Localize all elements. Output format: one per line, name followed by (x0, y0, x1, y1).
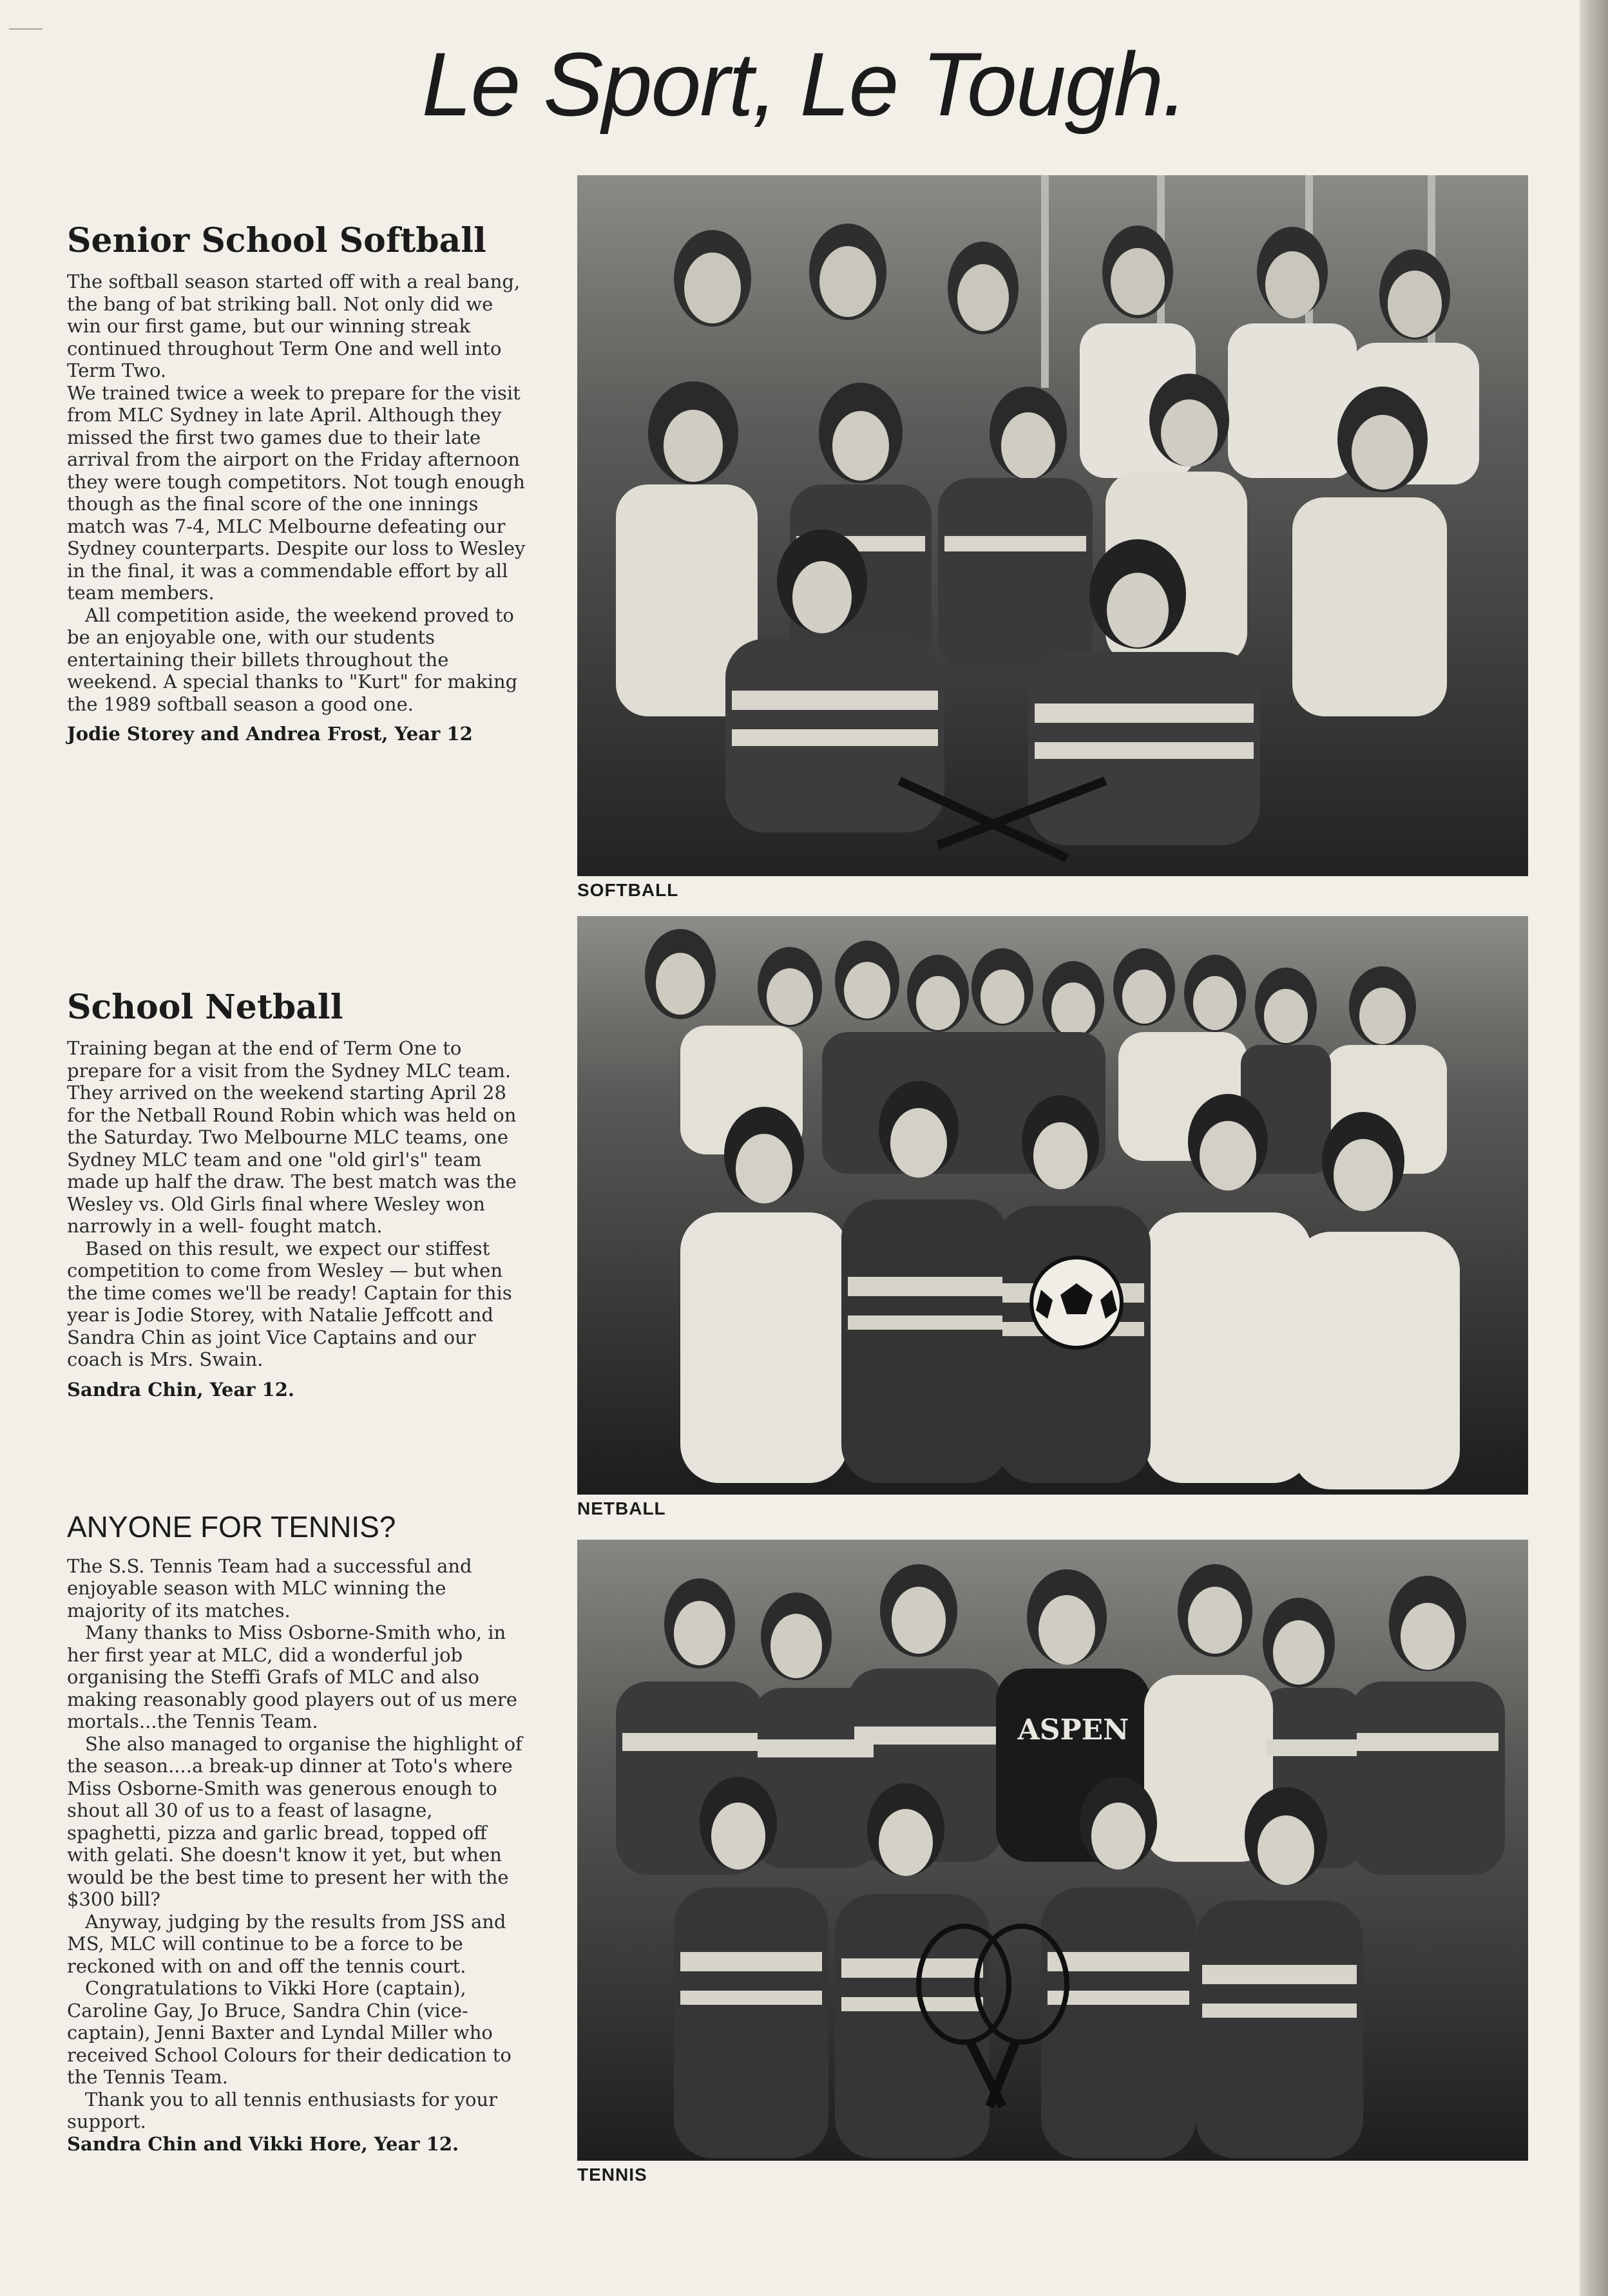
tennis-paragraph-5: Congratulations to Vikki Hore (captain), Caroline Gay, Jo Bruce, Sandra Chin (vice-captain), Jenni Baxter and Lyndal Miller who received School Colours for their dedication to the Tennis Team. (67, 1977, 512, 2089)
softball-caption: SOFTBALL (577, 880, 679, 900)
corner-mark (9, 28, 43, 30)
tennis-paragraph-4: Anyway, judging by the results from JSS and MS, MLC will continue to be a force to be reckoned with on and off the tennis court. (67, 1910, 506, 1977)
softball-byline: Jodie Storey and Andrea Frost, Year 12 (67, 723, 473, 745)
netball-heading: School Netball (67, 988, 343, 1027)
netball-caption: NETBALL (577, 1498, 666, 1518)
page-title: Le Sport, Le Tough. (421, 33, 1187, 135)
softball-paragraph-1: The softball season started off with a real bang, the bang of bat striking ball. Not only did we win our first game, but our winning streak continued throughout Term One and well into Term Two. (67, 271, 521, 382)
netball-paragraph-2: Based on this result, we expect our stiffest competition to come from Wesley — but when the time comes we'll be ready! Captain for this year is Jodie Storey, with Natalie Jeffcott and Sandra Chin as joint Vice Captains and our coach is Mrs. Swain. (67, 1237, 512, 1371)
tennis-sweatshirt-text: ASPEN (1017, 1714, 1129, 1746)
tennis-heading: ANYONE FOR TENNIS? (67, 1510, 396, 1544)
softball-team-photo (577, 175, 1528, 876)
tennis-byline: Sandra Chin and Vikki Hore, Year 12. (67, 2132, 459, 2155)
tennis-article (67, 1511, 531, 2155)
netball-byline: Sandra Chin, Year 12. (67, 1378, 294, 1401)
tennis-paragraph-2: Many thanks to Miss Osborne-Smith who, in her first year at MLC, did a wonderful job organising the Steffi Grafs of MLC and also making reasonably good players out of us mere mortals...the Tennis Team. (67, 1622, 517, 1733)
softball-paragraph-3: All competition aside, the weekend proved to be an enjoyable one, with our students entertaining their billets throughout the weekend. A special thanks to "Kurt" for making the 1989 softball season a good one. (67, 604, 518, 715)
netball-paragraph-1: Training began at the end of Term One to prepare for a visit from the Sydney MLC team. They arrived on the weekend starting April 28 for the Netball Round Robin which was held on the Saturday. Two Melbourne MLC teams, one Sydney MLC team and one "old girl's" team made up half the draw. The best match was the Wesley vs. Old Girls final where Wesley won narrowly in a well- fought match. (67, 1037, 517, 1238)
tennis-caption: TENNIS (577, 2165, 647, 2185)
tennis-paragraph-6: Thank you to all tennis enthusiasts for your support. (67, 2088, 498, 2133)
softball-article (67, 222, 531, 745)
tennis-paragraph-3: She also managed to organise the highlight of the season....a break-up dinner at Toto's where Miss Osborne-Smith was generous enough to shout all 30 of us to a feast of lasagne, spaghetti, pizza and garlic bread, topped off with gelati. She doesn't know it yet, but when would be the best time to present her with the $300 bill? (67, 1732, 522, 1911)
netball-team-photo (577, 916, 1528, 1495)
tennis-paragraph-1: The S.S. Tennis Team had a successful and enjoyable season with MLC winning the majority of its matches. (67, 1555, 472, 1622)
tennis-team-photo (577, 1540, 1528, 2161)
softball-paragraph-2: We trained twice a week to prepare for the visit from MLC Sydney in late April. Although they missed the first two games due to their late arrival from the airport on the Friday afternoon they were tough competitors. Not tough enough though as the final score of the one innings match was 7-4, MLC Melbourne defeating our Sydney counterparts. Despite our loss to Wesley in the final, it was a commendable effort by all team members. (67, 381, 526, 604)
page-edge (1580, 0, 1608, 2296)
netball-article (67, 989, 531, 1401)
softball-heading: Senior School Softball (67, 221, 486, 260)
